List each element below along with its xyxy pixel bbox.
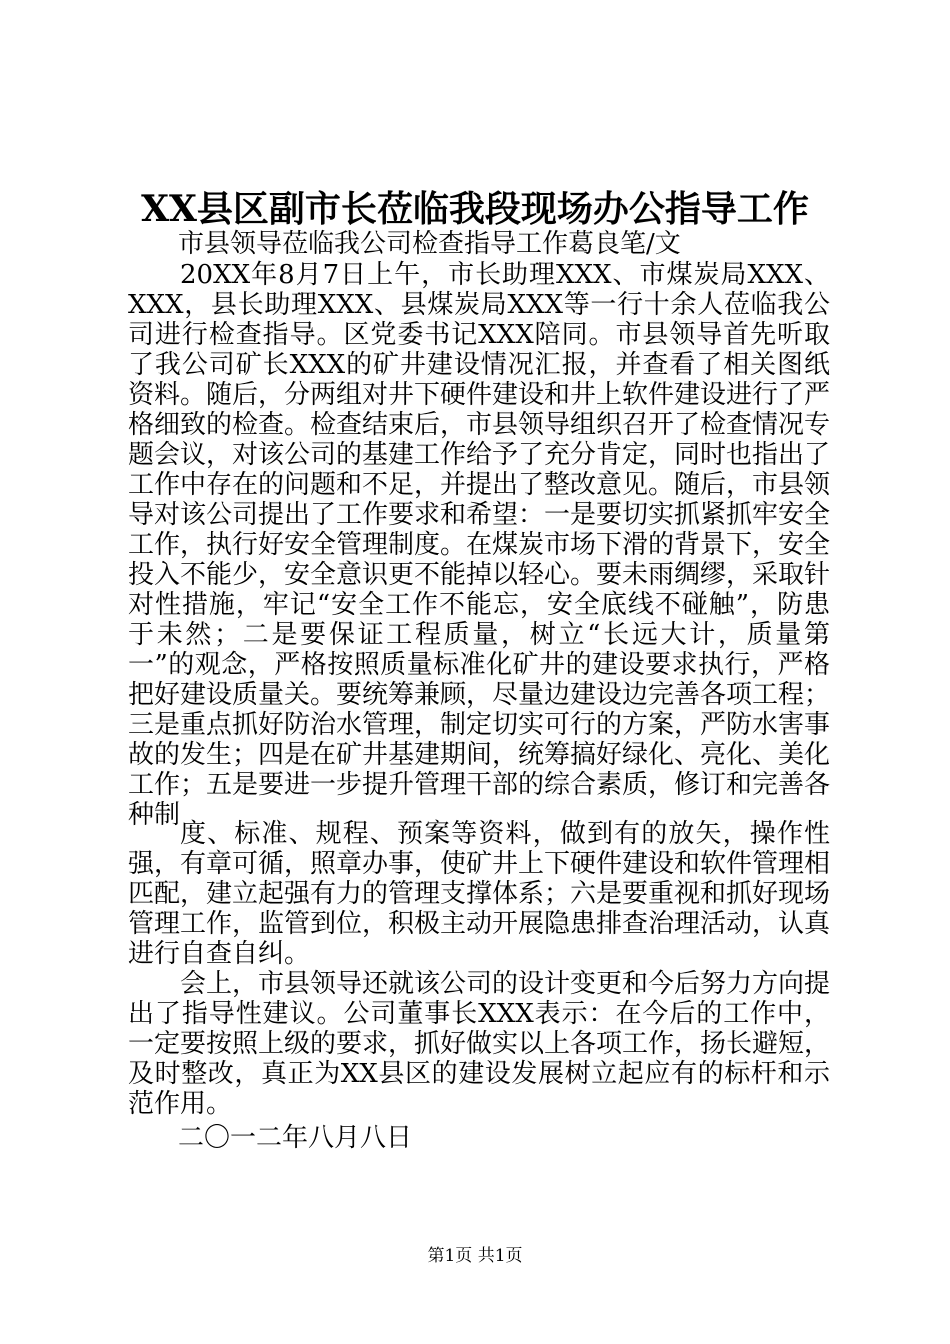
paragraph-3-block xyxy=(128,969,830,1119)
page-footer: 第1页 共1页 xyxy=(427,1246,523,1266)
byline: 市县领导莅临我公司检查指导工作葛良笔/文 xyxy=(178,229,681,259)
paragraph-3: 会上，市县领导还就该公司的设计变更和今后努力方向提出了指导性建议。公司董事长XXX表示：在今后的工作中，一定要按照上级的要求，抓好做实以上各项工作，扬长避短，及时整改，真正为XX县区的建设发展树立起应有的标杆和示范作用。 xyxy=(128,969,831,1119)
paragraph-1-block xyxy=(128,260,830,830)
paragraph-1: 20XX年8月7日上午，市长助理XXX、市煤炭局XXX、XXX，县长助理XXX、县煤炭局XXX等一行十余人莅临我公司进行检查指导。区党委书记XXX陪同。市县领导首先听取了我公司矿长XXX的矿井建设情况汇报，并查看了相关图纸资料。随后，分两组对井下硬件建设和井上软件建设进行了严格细致的检查。检查结束后，市县领导组织召开了检查情况专题会议，对该公司的基建工作给予了充分肯定，同时也指出了工作中存在的问题和不足，并提出了整改意见。随后，市县领导对该公司提出了工作要求和希望：一是要切实抓紧抓牢安全工作，执行好安全管理制度。在煤炭市场下滑的背景下，安全投入不能少，安全意识更不能掉以轻心。要未雨绸缪，采取针对性措施，牢记“安全工作不能忘，安全底线不碰触”，防患于未然；二是要保证工程质量，树立“长远大计，质量第一”的观念，严格按照质量标准化矿井的建设要求执行，严格把好建设质量关。要统筹兼顾，尽量边建设边完善各项工程；三是重点抓好防治水管理，制定切实可行的方案，严防水害事故的发生；四是在矿井基建期间，统筹搞好绿化、亮化、美化工作；五是要进一步提升管理干部的综合素质，修订和完善各种制 xyxy=(128,260,831,830)
document-title: XX县区副市长莅临我段现场办公指导工作 xyxy=(141,188,809,230)
document-date: 二〇一二年八月八日 xyxy=(178,1123,413,1153)
paragraph-2: 度、标准、规程、预案等资料，做到有的放矢，操作性强，有章可循，照章办事，使矿井上下硬件建设和软件管理相匹配，建立起强有力的管理支撑体系；六是要重视和抓好现场管理工作，监管到位，积极主动开展隐患排查治理活动，认真进行自查自纠。 xyxy=(128,819,831,969)
paragraph-2-block xyxy=(128,819,830,969)
